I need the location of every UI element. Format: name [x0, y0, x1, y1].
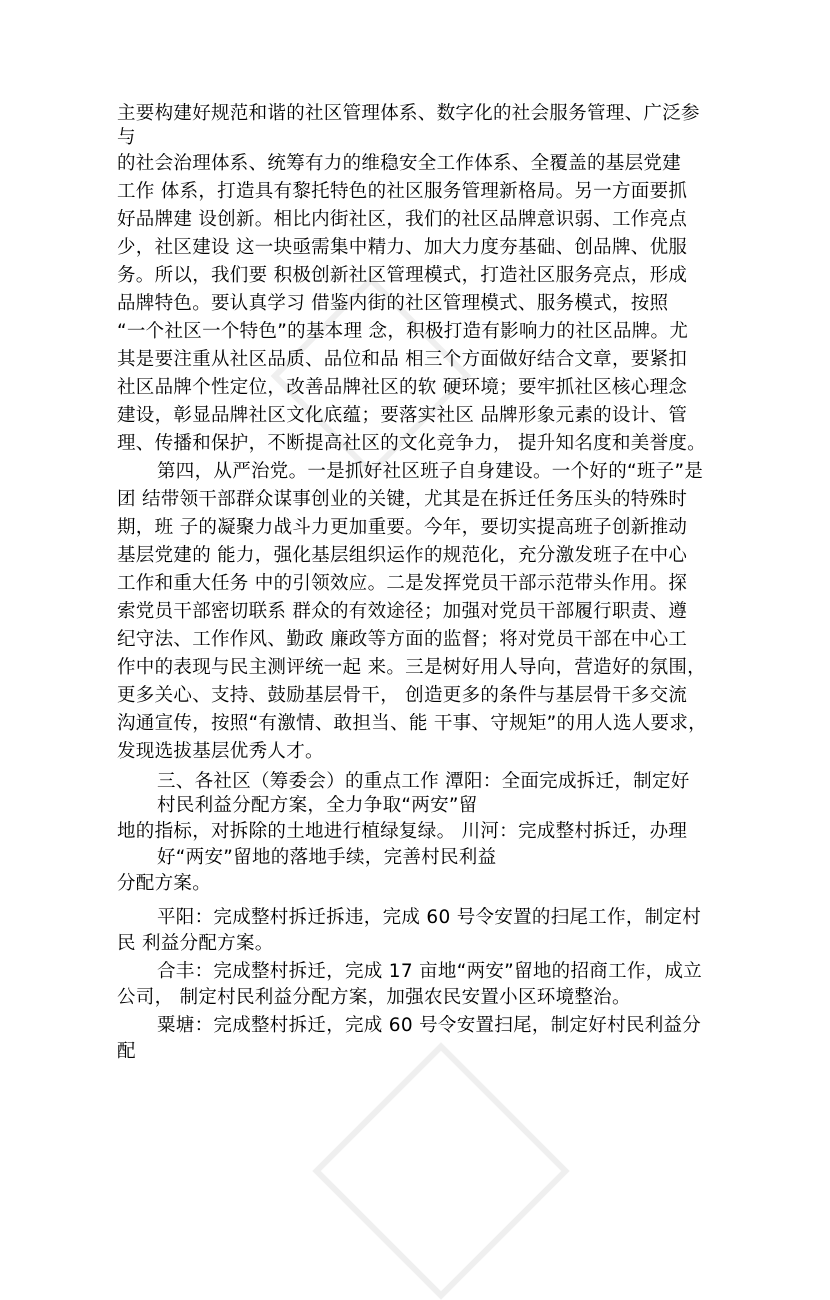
text-line: 地的指标，对拆除的土地进行植绿复绿。 川河：完成整村拆迁，办理	[117, 821, 688, 842]
text-line: 建设，彰显品牌社区文化底蕴；要落实社区 品牌形象元素的设计、管	[117, 405, 688, 426]
text-line: 作中的表现与民主测评统一起 来。三是树好用人导向，营造好的氛围，	[117, 657, 706, 678]
text-line: 与	[117, 127, 136, 148]
text-line: 更多关心、支持、鼓励基层骨干， 创造更多的条件与基层骨干多交流	[117, 685, 688, 706]
text-line: 纪守法、工作作风、勤政 廉政等方面的监督；将对党员干部在中心工	[117, 629, 688, 650]
text-line: 索党员干部密切联系 群众的有效途径；加强对党员干部履行职责、遵	[117, 601, 688, 622]
text-line: 其是要注重从社区品质、品位和品 相三个方面做好结合文章，要紧扣	[117, 349, 688, 370]
text-line: 好“两安”留地的落地手续，完善村民利益	[157, 847, 497, 868]
text-line: 少，社区建设 这一块亟需集中精力、加大力度夯基础、创品牌、优服	[117, 237, 688, 258]
text-line: “一个社区一个特色”的基本理 念，积极打造有影响力的社区品牌。尤	[117, 321, 689, 342]
text-line: 理、传播和保护，不断提高社区的文化竞争力， 提升知名度和美誉度。	[117, 433, 706, 454]
text-line: 配	[117, 1041, 136, 1062]
text-line: 民 利益分配方案。	[117, 933, 274, 954]
text-line: 务。所以，我们要 积极创新社区管理模式，打造社区服务亮点，形成	[117, 265, 688, 286]
text-line: 第四，从严治党。一是抓好社区班子自身建设。一个好的“班子”是	[157, 461, 704, 482]
text-line: 好品牌建 设创新。相比内街社区，我们的社区品牌意识弱、工作亮点	[117, 209, 688, 230]
text-line: 基层党建的 能力，强化基层组织运作的规范化，充分激发班子在中心	[117, 545, 688, 566]
text-line: 社区品牌个性定位，改善品牌社区的软 硬环境；要牢抓社区核心理念	[117, 377, 688, 398]
text-line: 的社会治理体系、统筹有力的维稳安全工作体系、全覆盖的基层党建	[117, 153, 682, 174]
text-line: 平阳：完成整村拆迁拆违，完成 60 号令安置的扫尾工作，制定村	[157, 907, 702, 928]
watermark-mark-bottom	[312, 1042, 569, 1299]
text-line: 品牌特色。要认真学习 借鉴内街的社区管理模式、服务模式，按照	[117, 293, 669, 314]
text-line: 主要构建好规范和谐的社区管理体系、数字化的社会服务管理、广泛参	[117, 103, 700, 124]
text-line: 期，班 子的凝聚力战斗力更加重要。今年，要切实提高班子创新推动	[117, 517, 688, 538]
text-line: 工作 体系，打造具有黎托特色的社区服务管理新格局。另一方面要抓	[117, 181, 688, 202]
text-line: 工作和重大任务 中的引领效应。二是发挥党员干部示范带头作用。探	[117, 573, 688, 594]
text-line: 分配方案。	[117, 873, 212, 894]
text-line: 团 结带领干部群众谋事创业的关键，尤其是在拆迁任务压头的特殊时	[117, 489, 688, 510]
text-line: 沟通宣传，按照“有激情、敢担当、能 干事、守规矩”的用人选人要求，	[117, 713, 707, 734]
text-line: 三、各社区（筹委会）的重点工作 潭阳：全面完成拆迁，制定好	[157, 771, 690, 792]
text-line: 粟塘：完成整村拆迁，完成 60 号令安置扫尾，制定好村民利益分	[157, 1015, 702, 1036]
text-line: 发现选拔基层优秀人才。	[117, 741, 324, 762]
text-line: 公司， 制定村民利益分配方案，加强农民安置小区环境整治。	[117, 987, 631, 1008]
text-line: 村民利益分配方案，全力争取“两安”留	[157, 795, 478, 816]
text-line: 合丰：完成整村拆迁，完成 17 亩地“两安”留地的招商工作，成立	[157, 961, 703, 982]
